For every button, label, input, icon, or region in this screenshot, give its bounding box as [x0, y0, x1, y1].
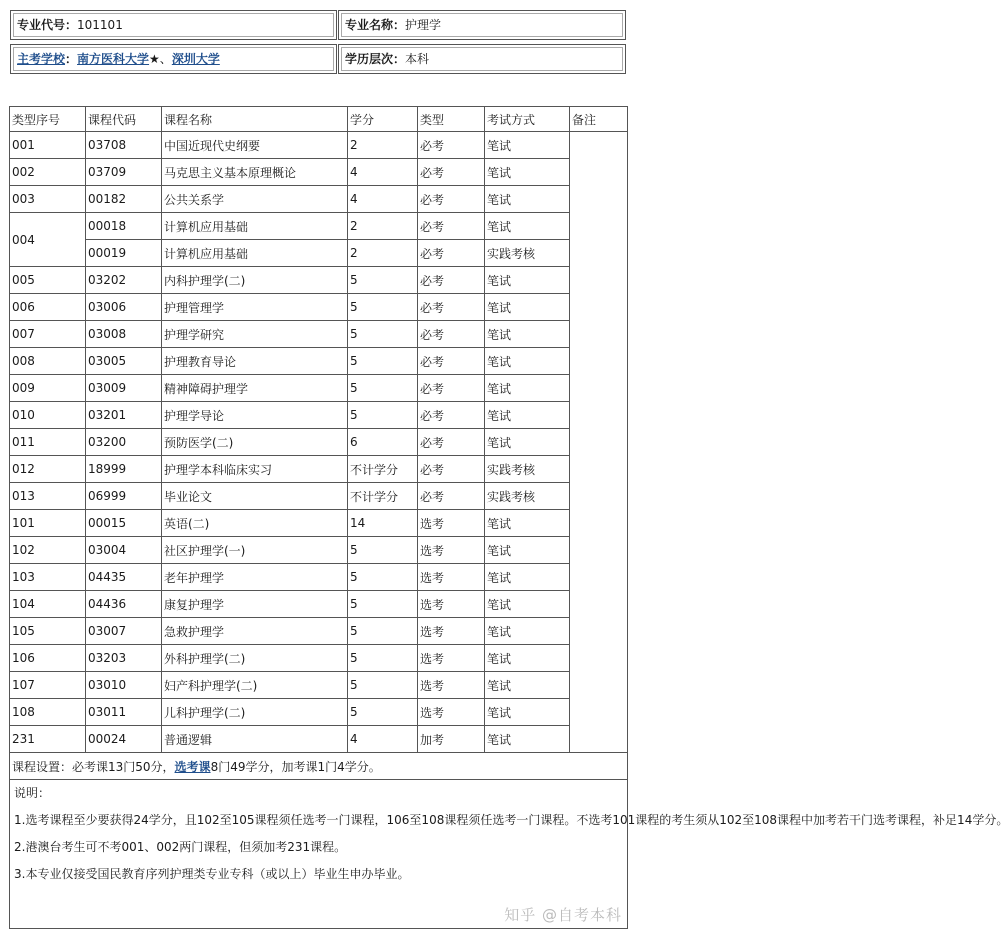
credit-cell: 不计学分: [348, 456, 418, 483]
code-cell: 03009: [86, 375, 162, 402]
type-cell: 必考: [418, 456, 485, 483]
exam-cell: 笔试: [485, 348, 570, 375]
exam-cell: 笔试: [485, 294, 570, 321]
exam-cell: 笔试: [485, 699, 570, 726]
type-cell: 必考: [418, 267, 485, 294]
name-cell: 护理学本科临床实习: [162, 456, 348, 483]
table-row: [10, 267, 628, 294]
exam-cell: 实践考核: [485, 240, 570, 267]
seq-cell: 231: [10, 726, 86, 753]
credit-cell: 4: [348, 186, 418, 213]
name-cell: 急救护理学: [162, 618, 348, 645]
seq-cell: 102: [10, 537, 86, 564]
degree-level-label: 学历层次：: [345, 52, 406, 66]
remark-cell: [570, 132, 628, 753]
seq-cell: 106: [10, 645, 86, 672]
code-cell: 00024: [86, 726, 162, 753]
table-row: [10, 132, 628, 159]
school-link-nanfang[interactable]: 南方医科大学: [77, 52, 150, 66]
type-cell: 必考: [418, 240, 485, 267]
seq-cell: 103: [10, 564, 86, 591]
school-box: [10, 44, 337, 74]
name-cell: 马克思主义基本原理概论: [162, 159, 348, 186]
table-row: [10, 510, 628, 537]
code-cell: 03006: [86, 294, 162, 321]
name-cell: 护理学研究: [162, 321, 348, 348]
seq-cell: 101: [10, 510, 86, 537]
type-cell: 加考: [418, 726, 485, 753]
col-header-seq: 类型序号: [10, 107, 86, 132]
name-cell: 精神障碍护理学: [162, 375, 348, 402]
exam-cell: 笔试: [485, 564, 570, 591]
exam-cell: 实践考核: [485, 456, 570, 483]
note-item-3: 3.本专业仅接受国民教育序列护理类专业专科（或以上）毕业生申办毕业。: [14, 867, 410, 881]
credit-cell: 6: [348, 429, 418, 456]
credit-cell: 5: [348, 645, 418, 672]
col-header-credit: 学分: [348, 107, 418, 132]
credit-cell: 2: [348, 213, 418, 240]
course-table: [9, 106, 1008, 929]
school-sep: ：: [65, 52, 78, 66]
table-row: [10, 645, 628, 672]
type-cell: 必考: [418, 483, 485, 510]
seq-cell: 005: [10, 267, 86, 294]
name-cell: 内科护理学(二): [162, 267, 348, 294]
type-cell: 选考: [418, 510, 485, 537]
exam-cell: 笔试: [485, 321, 570, 348]
credit-cell: 5: [348, 348, 418, 375]
code-cell: 03708: [86, 132, 162, 159]
name-cell: 计算机应用基础: [162, 240, 348, 267]
exam-cell: 笔试: [485, 186, 570, 213]
seq-cell: 013: [10, 483, 86, 510]
credit-cell: 5: [348, 618, 418, 645]
exam-cell: 笔试: [485, 375, 570, 402]
type-cell: 选考: [418, 699, 485, 726]
table-row: [10, 456, 628, 483]
type-cell: 必考: [418, 213, 485, 240]
credit-cell: 4: [348, 726, 418, 753]
table-row: [10, 213, 628, 240]
exam-cell: 笔试: [485, 645, 570, 672]
code-cell: 03010: [86, 672, 162, 699]
code-cell: 04435: [86, 564, 162, 591]
table-row: [10, 726, 628, 753]
table-row: [10, 618, 628, 645]
col-header-remark: 备注: [570, 107, 628, 132]
table-row: [10, 429, 628, 456]
type-cell: 必考: [418, 429, 485, 456]
degree-level-box: [338, 44, 626, 74]
school-link-shenzhen[interactable]: 深圳大学: [171, 52, 220, 66]
code-cell: 03201: [86, 402, 162, 429]
code-cell: 00182: [86, 186, 162, 213]
type-cell: 必考: [418, 132, 485, 159]
note-item-2: 2.港澳台考生可不考001、002两门课程，但须加考231课程。: [14, 840, 347, 854]
seq-cell: 009: [10, 375, 86, 402]
major-name-box: [338, 10, 626, 40]
table-row: [10, 402, 628, 429]
name-cell: 预防医学(二): [162, 429, 348, 456]
code-cell: 03709: [86, 159, 162, 186]
code-cell: 03203: [86, 645, 162, 672]
code-cell: 00019: [86, 240, 162, 267]
exam-cell: 笔试: [485, 132, 570, 159]
exam-cell: 笔试: [485, 159, 570, 186]
code-cell: 03200: [86, 429, 162, 456]
seq-cell: 108: [10, 699, 86, 726]
seq-cell: 105: [10, 618, 86, 645]
table-row: [10, 537, 628, 564]
table-row: [10, 672, 628, 699]
name-cell: 护理学导论: [162, 402, 348, 429]
type-cell: 必考: [418, 294, 485, 321]
credit-cell: 4: [348, 159, 418, 186]
major-name-value: 护理学: [405, 18, 442, 32]
type-cell: 必考: [418, 402, 485, 429]
seq-cell: 010: [10, 402, 86, 429]
name-cell: 妇产科护理学(二): [162, 672, 348, 699]
notes-title: 说明：: [14, 786, 51, 800]
table-row: [10, 591, 628, 618]
credit-cell: 2: [348, 240, 418, 267]
credit-cell: 2: [348, 132, 418, 159]
summary-prefix: 课程设置：必考课13门50分，: [12, 759, 175, 774]
table-row: [10, 186, 628, 213]
code-cell: 03007: [86, 618, 162, 645]
credit-cell: 5: [348, 672, 418, 699]
type-cell: 选考: [418, 672, 485, 699]
credit-cell: 5: [348, 699, 418, 726]
type-cell: 必考: [418, 321, 485, 348]
table-row: [10, 564, 628, 591]
name-cell: 护理教育导论: [162, 348, 348, 375]
seq-cell: 003: [10, 186, 86, 213]
name-cell: 中国近现代史纲要: [162, 132, 348, 159]
code-cell: 03008: [86, 321, 162, 348]
type-cell: 选考: [418, 645, 485, 672]
col-header-name: 课程名称: [162, 107, 348, 132]
type-cell: 必考: [418, 375, 485, 402]
elective-course-link[interactable]: 选考课: [174, 759, 211, 774]
name-cell: 公共关系学: [162, 186, 348, 213]
exam-cell: 笔试: [485, 429, 570, 456]
col-header-code: 课程代码: [86, 107, 162, 132]
table-row: [10, 240, 628, 267]
table-row: [10, 375, 628, 402]
seq-cell: 107: [10, 672, 86, 699]
code-cell: 06999: [86, 483, 162, 510]
exam-cell: 笔试: [485, 213, 570, 240]
exam-cell: 笔试: [485, 591, 570, 618]
credit-cell: 5: [348, 402, 418, 429]
major-code-label: 专业代号：: [17, 18, 78, 32]
table-row: [10, 348, 628, 375]
exam-cell: 笔试: [485, 537, 570, 564]
seq-cell: 007: [10, 321, 86, 348]
code-cell: 03005: [86, 348, 162, 375]
name-cell: 毕业论文: [162, 483, 348, 510]
credit-cell: 5: [348, 267, 418, 294]
name-cell: 外科护理学(二): [162, 645, 348, 672]
credit-cell: 5: [348, 564, 418, 591]
code-cell: 18999: [86, 456, 162, 483]
school-label-link[interactable]: 主考学校: [17, 52, 66, 66]
summary-row: [10, 753, 628, 780]
name-cell: 老年护理学: [162, 564, 348, 591]
type-cell: 选考: [418, 537, 485, 564]
exam-cell: 笔试: [485, 402, 570, 429]
code-cell: 03004: [86, 537, 162, 564]
seq-cell: 104: [10, 591, 86, 618]
code-cell: 03011: [86, 699, 162, 726]
note-item-1: 1.选考课程至少要获得24学分，且102至105课程须任选考一门课程，106至108课程须任选考一门课程。不选考101课程的考生须从102至108课程中加考若干门选考课程，补足14学分。: [14, 813, 1008, 827]
seq-cell: 004: [10, 213, 86, 267]
seq-cell: 001: [10, 132, 86, 159]
col-header-type: 类型: [418, 107, 485, 132]
type-cell: 必考: [418, 159, 485, 186]
exam-cell: 实践考核: [485, 483, 570, 510]
summary-cell: [10, 753, 628, 780]
summary-suffix: 8门49学分，加考课1门4学分。: [210, 759, 381, 774]
table-row: [10, 483, 628, 510]
seq-cell: 002: [10, 159, 86, 186]
seq-cell: 008: [10, 348, 86, 375]
seq-cell: 012: [10, 456, 86, 483]
major-code-box: [10, 10, 337, 40]
table-header-row: [10, 107, 628, 132]
credit-cell: 5: [348, 537, 418, 564]
table-row: [10, 294, 628, 321]
name-cell: 护理管理学: [162, 294, 348, 321]
code-cell: 00018: [86, 213, 162, 240]
name-cell: 普通逻辑: [162, 726, 348, 753]
type-cell: 选考: [418, 591, 485, 618]
credit-cell: 5: [348, 294, 418, 321]
table-row: [10, 159, 628, 186]
seq-cell: 006: [10, 294, 86, 321]
exam-cell: 笔试: [485, 267, 570, 294]
credit-cell: 5: [348, 591, 418, 618]
credit-cell: 14: [348, 510, 418, 537]
table-row: [10, 699, 628, 726]
exam-cell: 笔试: [485, 510, 570, 537]
course-table-body: [10, 132, 628, 753]
name-cell: 计算机应用基础: [162, 213, 348, 240]
name-cell: 社区护理学(一): [162, 537, 348, 564]
seq-cell: 011: [10, 429, 86, 456]
exam-cell: 笔试: [485, 672, 570, 699]
type-cell: 必考: [418, 348, 485, 375]
code-cell: 04436: [86, 591, 162, 618]
col-header-exam: 考试方式: [485, 107, 570, 132]
notes-block: [12, 780, 1008, 888]
code-cell: 00015: [86, 510, 162, 537]
table-row: [10, 321, 628, 348]
exam-cell: 笔试: [485, 726, 570, 753]
credit-cell: 5: [348, 375, 418, 402]
major-code-value: 101101: [77, 18, 123, 32]
type-cell: 选考: [418, 564, 485, 591]
degree-level-value: 本科: [405, 52, 430, 66]
credit-cell: 不计学分: [348, 483, 418, 510]
exam-cell: 笔试: [485, 618, 570, 645]
name-cell: 英语(二): [162, 510, 348, 537]
name-cell: 儿科护理学(二): [162, 699, 348, 726]
school-star: ★、: [149, 52, 172, 66]
type-cell: 选考: [418, 618, 485, 645]
credit-cell: 5: [348, 321, 418, 348]
watermark: 知乎 @自考本科: [504, 906, 622, 924]
major-name-label: 专业名称：: [345, 18, 406, 32]
type-cell: 必考: [418, 186, 485, 213]
name-cell: 康复护理学: [162, 591, 348, 618]
code-cell: 03202: [86, 267, 162, 294]
